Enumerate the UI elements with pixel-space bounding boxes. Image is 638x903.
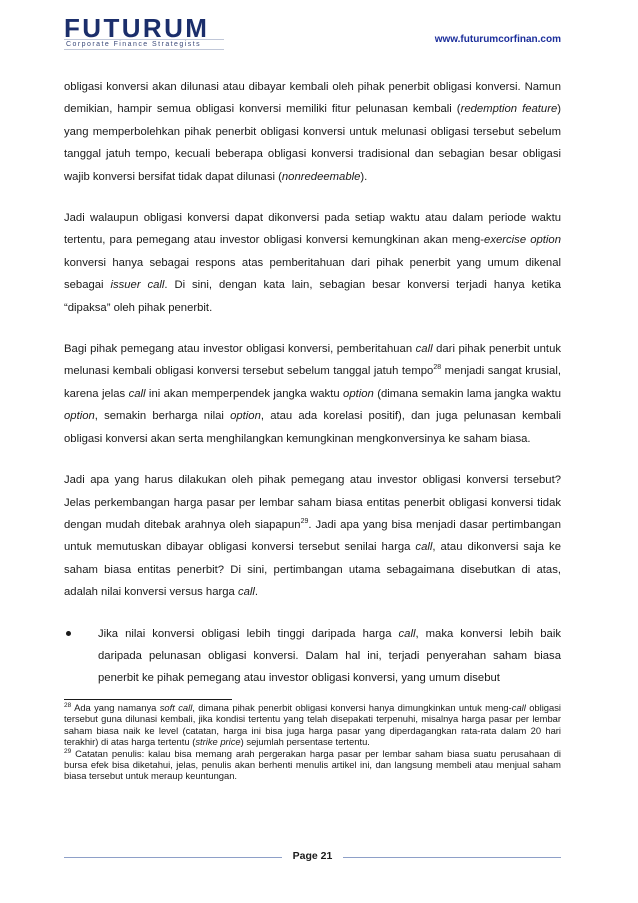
footnote-divider <box>64 699 232 700</box>
body-text <box>64 76 561 709</box>
footnote-ref-29[interactable]: 29 <box>300 518 309 526</box>
footer-rule-left <box>64 857 282 858</box>
bullet-text: Jika nilai konversi obligasi lebih tinggi daripada harga call, maka konversi lebih baik daripada pelunasan obligasi konversi. Dalam hal ini, terjadi penyerahan saham biasa penerbit ke pihak pemegang atau investor obligasi konversi, yang umum disebut <box>98 627 561 685</box>
futurum-logo <box>64 15 226 49</box>
logo-wordmark: FUTURUM <box>64 13 210 43</box>
website-url[interactable]: www.futurumcorfinan.com <box>434 34 561 45</box>
paragraph-2: Jadi walaupun obligasi konversi dapat dikonversi pada setiap waktu atau dalam periode waktu tertentu, para pemegang atau investor obligasi konversi kemungkinan akan meng-exercise option konversi hanya sebagai respons atas pemberitahuan dari pihak penerbit yang umum dikenal sebagai issuer call. Di sini, dengan kata lain, sebagian besar konversi terjadi hanya ketika “dipaksa” oleh pihak penerbit. <box>64 212 561 314</box>
footer-rule-right <box>343 857 561 858</box>
paragraph-1: obligasi konversi akan dilunasi atau dibayar kembali oleh pihak penerbit obligasi konversi. Namun demikian, hampir semua obligasi konversi memiliki fitur pelunasan kembali (redemption feature) yang memperbolehkan pihak penerbit obligasi konversi untuk melunasi obligasi tersebut sebelum tanggal jatuh tempo, kecuali beberapa obligasi konversi tradisional dan sebagian besar obligasi wajib konversi bersifat tidak dapat dilunasi (nonredeemable). <box>64 81 562 183</box>
paragraph-3: Bagi pihak pemegang atau investor obligasi konversi, pemberitahuan call dari pihak penerbit untuk melunasi kembali obligasi konversi tersebut sebelum tanggal jatuh tempo$^{28}$ menjadi sangat krusial, karena jelas call ini akan memperpendek jangka waktu option (dimana semakin lama jangka waktu option, semakin berharga nilai option, atau ada korelasi positif), dan juga pelunasan kembali obligasi konversi akan serta menghilangkan kemungkinan mengkonversinya ke saham biasa. <box>64 343 561 445</box>
footnote-ref-28[interactable]: 28 <box>433 364 442 372</box>
logo-tagline: Corporate Finance Strategists <box>64 39 224 50</box>
footnote-29: $^{29}$ Catatan penulis: kalau bisa memang arah pergerakan harga pasar per lembar saham biasa suatu perusahaan di bursa efek bisa diketahui, jelas, penulis akan berhenti menulis artikel ini, dan langsung membeli atau menjual saham biasa tersebut untuk meraup keuntungan. <box>64 747 561 782</box>
bullet-item <box>64 623 561 690</box>
bullet-dot-icon <box>66 631 71 636</box>
footnote-28: $^{28}$ Ada yang namanya soft call, dimana pihak penerbit obligasi konversi hanya dimungkinkan untuk meng-call obligasi tersebut guna dilunasi kembali, jika kondisi tertentu yang telah disepakati terpenuhi, misalnya harga pasar per lembar saham biasa naik ke level (catatan, harga ini bisa juga harga pasar yang diperdagangkan rata-rata dalam 20 hari terakhir) di atas harga tertentu (strike price) sejumlah persentase tertentu. <box>64 701 561 748</box>
footnotes <box>64 702 561 782</box>
page-number: Page 21 <box>292 850 333 862</box>
paragraph-4: Jadi apa yang harus dilakukan oleh pihak pemegang atau investor obligasi konversi tersebut? Jelas perkembangan harga pasar per lembar saham biasa entitas penerbit obligasi konversi tidak dengan mudah ditebak arahnya oleh siapapun$^{29}$. Jadi apa yang bisa menjadi dasar pertimbangan untuk memutuskan dibayar obligasi konversi tersebut senilai harga call, atau dikonversi saja ke saham biasa entitas penerbit? Di sini, pertimbangan utama sebagaimana disebutkan di atas, adalah nilai konversi versus harga call. <box>64 474 561 599</box>
